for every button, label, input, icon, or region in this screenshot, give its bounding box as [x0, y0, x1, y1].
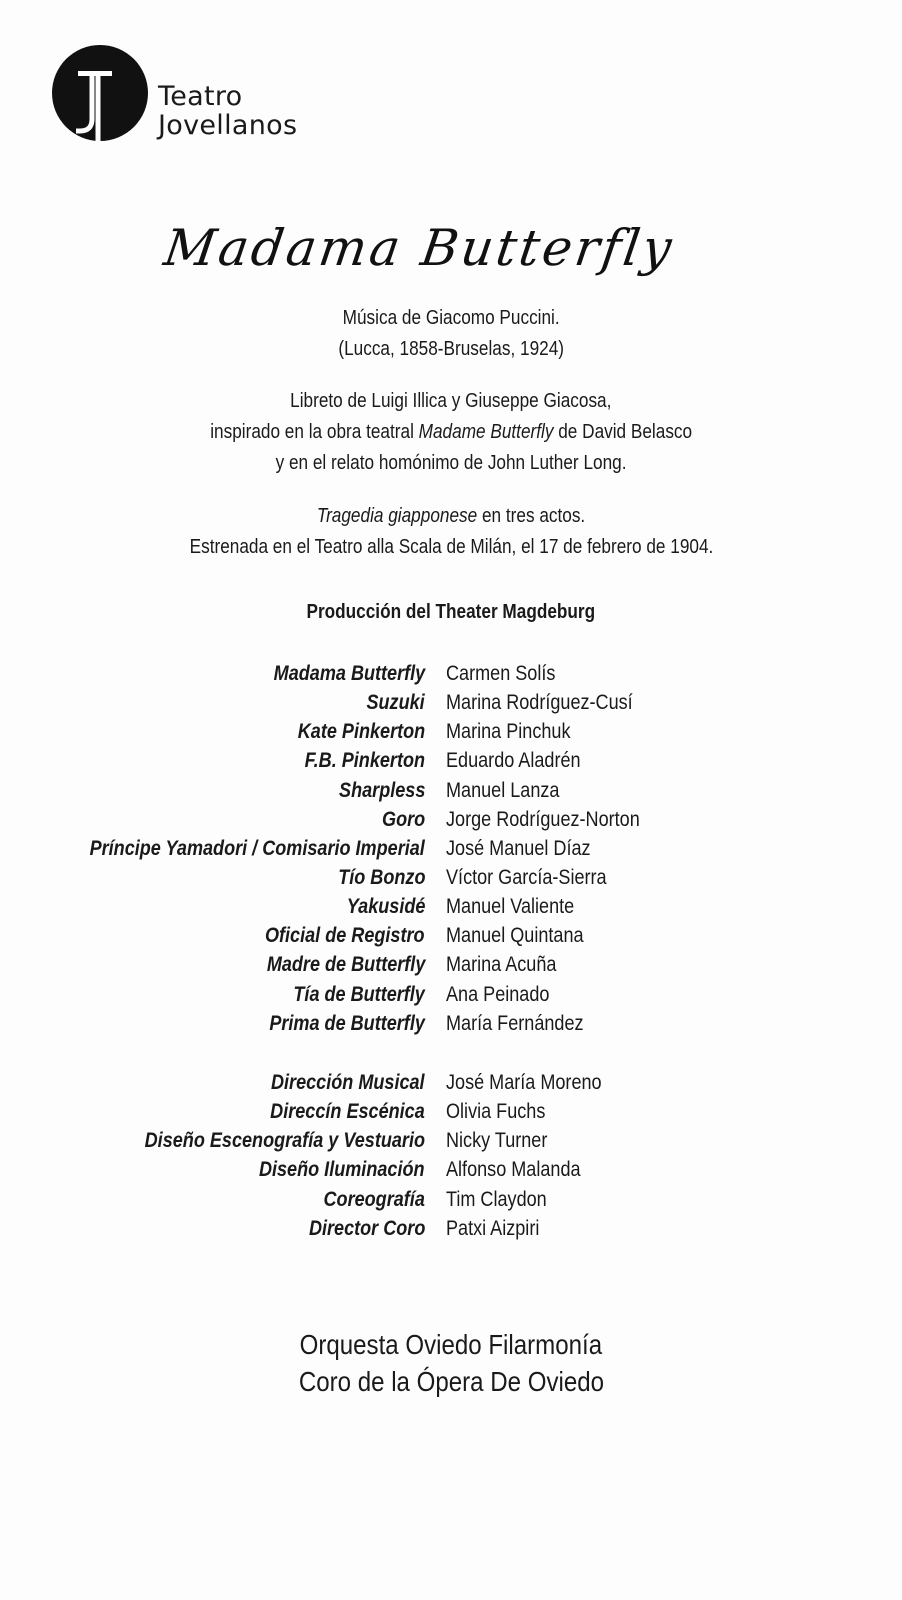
crew-row [0, 1158, 902, 1188]
theatre-logo [52, 45, 297, 141]
libretto-line-3: y en el relato homónimo de John Luther Long. [275, 452, 627, 474]
cast-role: Madre de Butterfly [266, 953, 425, 976]
orchestra-name: Orquesta Oviedo Filarmonía [299, 1329, 603, 1360]
cast-row [0, 1012, 902, 1042]
cast-row [0, 808, 902, 838]
cast-role: Kate Pinkerton [297, 720, 425, 743]
cast-role: Prima de Butterfly [269, 1012, 425, 1035]
cast-row [0, 983, 902, 1013]
title-text: Madama Butterfly [160, 218, 679, 277]
cast-role: Goro [381, 808, 425, 831]
cast-row [0, 691, 902, 721]
cast-name: Marina Acuña [446, 953, 557, 976]
music-line-1: Música de Giacomo Puccini. [342, 307, 560, 329]
footer-ensembles [0, 1326, 902, 1400]
crew-role: Dirección Musical [271, 1071, 425, 1094]
crew-name: Tim Claydon [446, 1188, 547, 1211]
cast-row [0, 749, 902, 779]
cast-row [0, 837, 902, 867]
cast-role: Suzuki [366, 691, 425, 714]
cast-name: Carmen Solís [446, 662, 556, 685]
cast-role: Oficial de Registro [265, 924, 425, 947]
cast-row [0, 895, 902, 925]
libretto-line-1: Libreto de Luigi Illica y Giuseppe Giacosa, [290, 390, 612, 412]
crew-row [0, 1071, 902, 1101]
genre-line-1: Tragedia giapponese en tres actos. [316, 505, 586, 527]
libretto-line-2: inspirado en la obra teatral Madame Butterfly de David Belasco [210, 421, 692, 443]
cast-row [0, 662, 902, 692]
libretto-credit [0, 386, 902, 479]
crew-name: Alfonso Malanda [446, 1158, 581, 1181]
genre-info [0, 501, 902, 563]
music-credit [0, 303, 902, 365]
crew-role: Director Coro [308, 1217, 425, 1240]
cast-role: Madama Butterfly [273, 662, 425, 685]
theatre-name-line2: Jovellanos [158, 110, 298, 141]
production-heading: Producción del Theater Magdeburg [306, 601, 596, 623]
crew-role: Diseño Iluminación [259, 1158, 425, 1181]
crew-row [0, 1188, 902, 1218]
crew-name: Patxi Aizpiri [446, 1217, 540, 1240]
cast-row [0, 866, 902, 896]
theatre-logo-mark [52, 45, 148, 141]
crew-name: José María Moreno [446, 1071, 602, 1094]
letter-t-j-icon [52, 45, 148, 141]
music-line-2: (Lucca, 1858-Bruselas, 1924) [338, 338, 564, 360]
cast-role: Sharpless [338, 779, 425, 802]
cast-name: María Fernández [446, 1012, 584, 1035]
cast-row [0, 953, 902, 983]
crew-row [0, 1100, 902, 1130]
crew-name: Nicky Turner [446, 1129, 548, 1152]
cast-name: José Manuel Díaz [446, 837, 591, 860]
cast-name: Ana Peinado [446, 983, 550, 1006]
cast-role: Príncipe Yamadori / Comisario Imperial [89, 837, 425, 860]
theatre-name [158, 82, 297, 140]
cast-name: Manuel Lanza [446, 779, 560, 802]
crew-role: Coreografía [323, 1188, 425, 1211]
cast-name: Manuel Quintana [446, 924, 584, 947]
crew-row [0, 1129, 902, 1159]
crew-role: Direccín Escénica [270, 1100, 425, 1123]
crew-name: Olivia Fuchs [446, 1100, 546, 1123]
choir-name: Coro de la Ópera De Oviedo [298, 1366, 604, 1397]
cast-row [0, 720, 902, 750]
cast-name: Jorge Rodríguez-Norton [446, 808, 640, 831]
cast-role: Tío Bonzo [337, 866, 425, 889]
cast-name: Eduardo Aladrén [446, 749, 581, 772]
cast-name: Marina Rodríguez-Cusí [446, 691, 633, 714]
cast-row [0, 779, 902, 809]
cast-role: F.B. Pinkerton [304, 749, 425, 772]
theatre-name-line1: Teatro [158, 81, 243, 112]
cast-role: Tía de Butterfly [293, 983, 425, 1006]
cast-name: Marina Pinchuk [446, 720, 571, 743]
cast-name: Manuel Valiente [446, 895, 575, 918]
crew-row [0, 1217, 902, 1247]
cast-name: Víctor García-Sierra [446, 866, 607, 889]
handwritten-title [160, 210, 760, 300]
crew-role: Diseño Escenografía y Vestuario [144, 1129, 425, 1152]
cast-role: Yakusidé [346, 895, 425, 918]
cast-row [0, 924, 902, 954]
genre-line-2: Estrenada en el Teatro alla Scala de Milán, el 17 de febrero de 1904. [189, 536, 713, 558]
